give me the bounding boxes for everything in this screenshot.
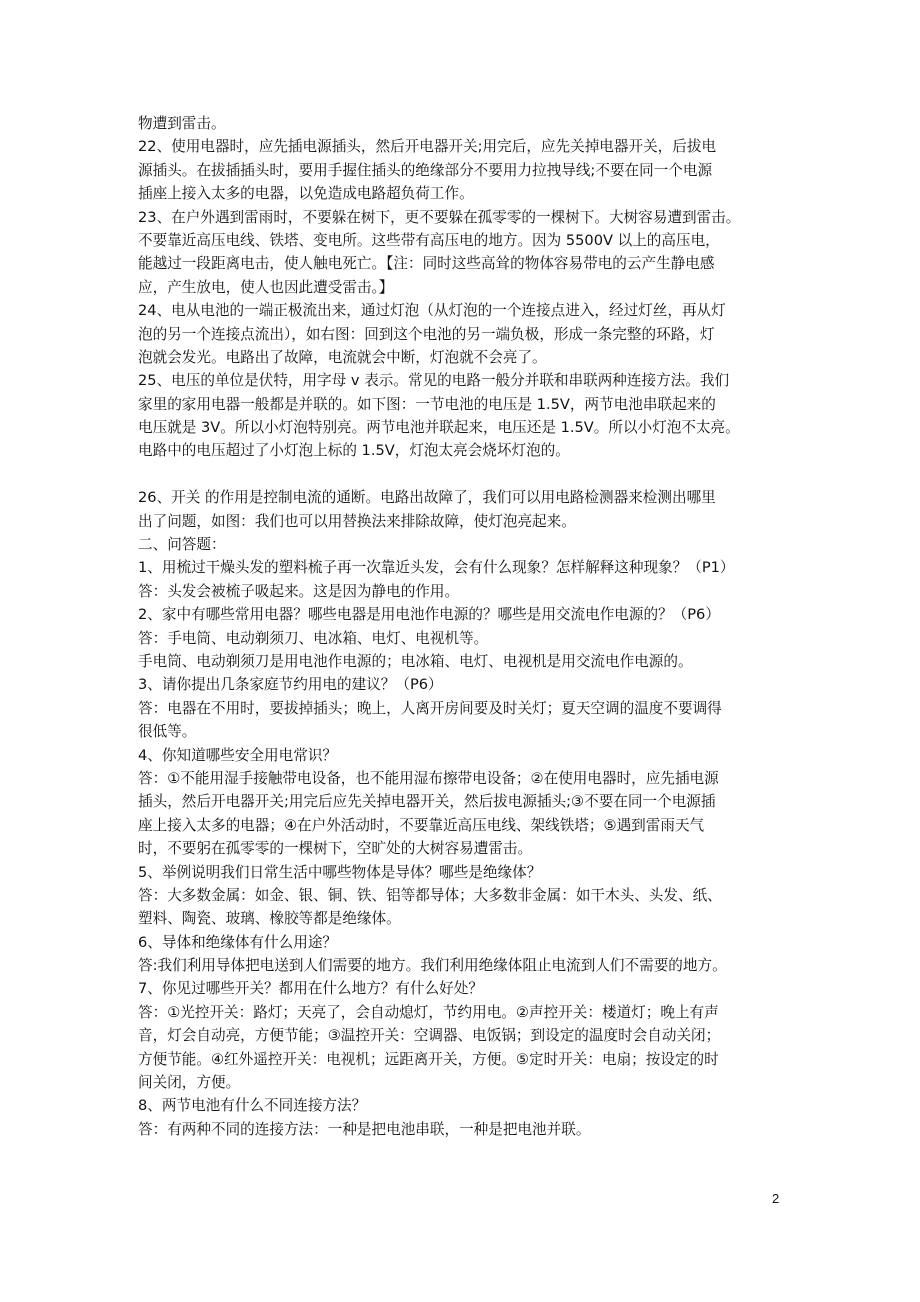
text-line: 答：有两种不同的连接方法：一种是把电池串联，一种是把电池并联。 xyxy=(138,1120,591,1138)
text-line: 不要靠近高压电线、铁塔、变电所。这些带有高压电的地方。因为 5500V 以上的高压电， xyxy=(138,231,720,249)
text-line: 22、使用电器时，应先插电源插头，然后开电器开关;用完后，应先关掉电器开关，后拔电 xyxy=(138,138,717,156)
text-line: 插头，然后开电器开关;用完后应先关掉电器开关，然后拔电源插头;③不要在同一个电源插 xyxy=(138,793,716,811)
text-line: 能越过一段距离电击，使人触电死亡。【注：同时这些高耸的物体容易带电的云产生静电感 xyxy=(138,255,715,273)
text-line: 25、电压的单位是伏特，用字母 v 表示。常见的电路一般分并联和串联两种连接方法。我们 xyxy=(138,372,730,390)
text-line: 答：头发会被梳子吸起来。这是因为静电的作用。 xyxy=(138,582,460,600)
text-line: 3、请你提出几条家庭节约用电的建议？（P6） xyxy=(138,676,443,694)
text-line: 24、电从电池的一端正极流出来，通过灯泡（从灯泡的一个连接点进入，经过灯丝，再从灯 xyxy=(138,302,726,320)
text-line: 泡的另一个连接点流出），如右图：回到这个电池的另一端负极，形成一条完整的环路，灯 xyxy=(138,325,715,343)
text-line: 座上接入太多的电器；④在户外活动时，不要靠近高压电线、架线铁塔；⑤遇到雷雨天气 xyxy=(138,816,705,834)
text-line: 方便节能。④红外遥控开关：电视机；远距离开关，方便。⑤定时开关：电扇；按设定的时 xyxy=(138,1050,719,1068)
text-line: 源插头。在拔插插头时，要用手握住插头的绝缘部分不要用力拉拽导线;不要在同一个电源 xyxy=(138,161,713,179)
text-line: 应，产生放电，使人也因此遭受雷击。】 xyxy=(138,278,394,296)
text-line: 23、在户外遇到雷雨时，不要躲在树下，更不要躲在孤零零的一棵树下。大树容易遭到雷击。 xyxy=(138,208,741,226)
text-line: 出了问题，如图：我们也可以用替换法来排除故障，使灯泡亮起来。 xyxy=(138,512,576,530)
text-line: 答：①不能用湿手接触带电设备，也不能用湿布擦带电设备；②在使用电器时，应先插电源 xyxy=(138,769,719,787)
text-line: 答：大多数金属：如金、银、铜、铁、铝等都导体；大多数非金属：如干木头、头发、纸、 xyxy=(138,886,722,904)
text-line: 7、你见过哪些开关？都用在什么地方？有什么好处？ xyxy=(138,980,483,998)
text-line: 4、你知道哪些安全用电常识？ xyxy=(138,746,338,764)
text-line: 1、用梳过干燥头发的塑料梳子再一次靠近头发，会有什么现象？怎样解释这种现象？（P1） xyxy=(138,559,735,577)
text-line: 很低等。 xyxy=(138,723,197,741)
text-line: 答：电器在不用时，要拔掉插头；晚上，人离开房间要及时关灯；夏天空调的温度不要调得 xyxy=(138,699,722,717)
text-line: 电压就是 3V。所以小灯泡特别亮。两节电池并联起来，电压还是 1.5V。所以小灯泡不太亮。 xyxy=(138,419,740,437)
text-line: 物遭到雷击。 xyxy=(138,115,226,132)
text-line: 2、家中有哪些常用电器？哪些电器是用电池作电源的？哪些是用交流电作电源的？（P6） xyxy=(138,606,720,624)
text-line: 插座上接入太多的电器，以免造成电路超负荷工作。 xyxy=(138,185,474,203)
text-line: 泡就会发光。电路出了故障，电流就会中断，灯泡就不会亮了。 xyxy=(138,348,547,366)
text-line: 二、问答题： xyxy=(138,536,226,554)
text-line: 手电筒、电动剃须刀是用电池作电源的；电冰箱、电灯、电视机是用交流电作电源的。 xyxy=(138,652,693,670)
page-number: 2 xyxy=(772,1191,780,1206)
text-line: 时，不要躬在孤零零的一棵树下，空旷处的大树容易遭雷击。 xyxy=(138,840,533,858)
text-line: 答:我们利用导体把电送到人们需要的地方。我们利用绝缘体阻止电流到人们不需要的地方。 xyxy=(138,957,727,975)
blank-line xyxy=(138,463,788,486)
text-line: 答：①光控开关：路灯；天亮了，会自动熄灯，节约用电。②声控开关：楼道灯；晚上有声 xyxy=(138,1003,719,1021)
document-body xyxy=(138,112,788,1141)
text-line: 音，灯会自动亮，方便节能；③温控开关：空调器、电饭锅；到设定的温度时会自动关闭； xyxy=(138,1027,721,1045)
text-line: 家里的家用电器一般都是并联的。如下图：一节电池的电压是 1.5V，两节电池串联起来的 xyxy=(138,395,716,413)
text-line: 8、两节电池有什么不同连接方法？ xyxy=(138,1097,367,1115)
text-line: 塑料、陶瓷、玻璃、橡胶等都是绝缘体。 xyxy=(138,910,401,928)
text-line: 6、导体和绝缘体有什么用途？ xyxy=(138,933,338,951)
text-line: 26、开关 的作用是控制电流的通断。电路出故障了，我们可以用电路检测器来检测出哪里 xyxy=(138,489,716,507)
text-line: 5、举例说明我们日常生活中哪些物体是导体？哪些是绝缘体？ xyxy=(138,863,542,881)
text-line: 间关闭，方便。 xyxy=(138,1074,241,1092)
text-line: 答：手电筒、电动剃须刀、电冰箱、电灯、电视机等。 xyxy=(138,629,489,647)
text-line: 电路中的电压超过了小灯泡上标的 1.5V，灯泡太亮会烧坏灯泡的。 xyxy=(138,442,570,460)
